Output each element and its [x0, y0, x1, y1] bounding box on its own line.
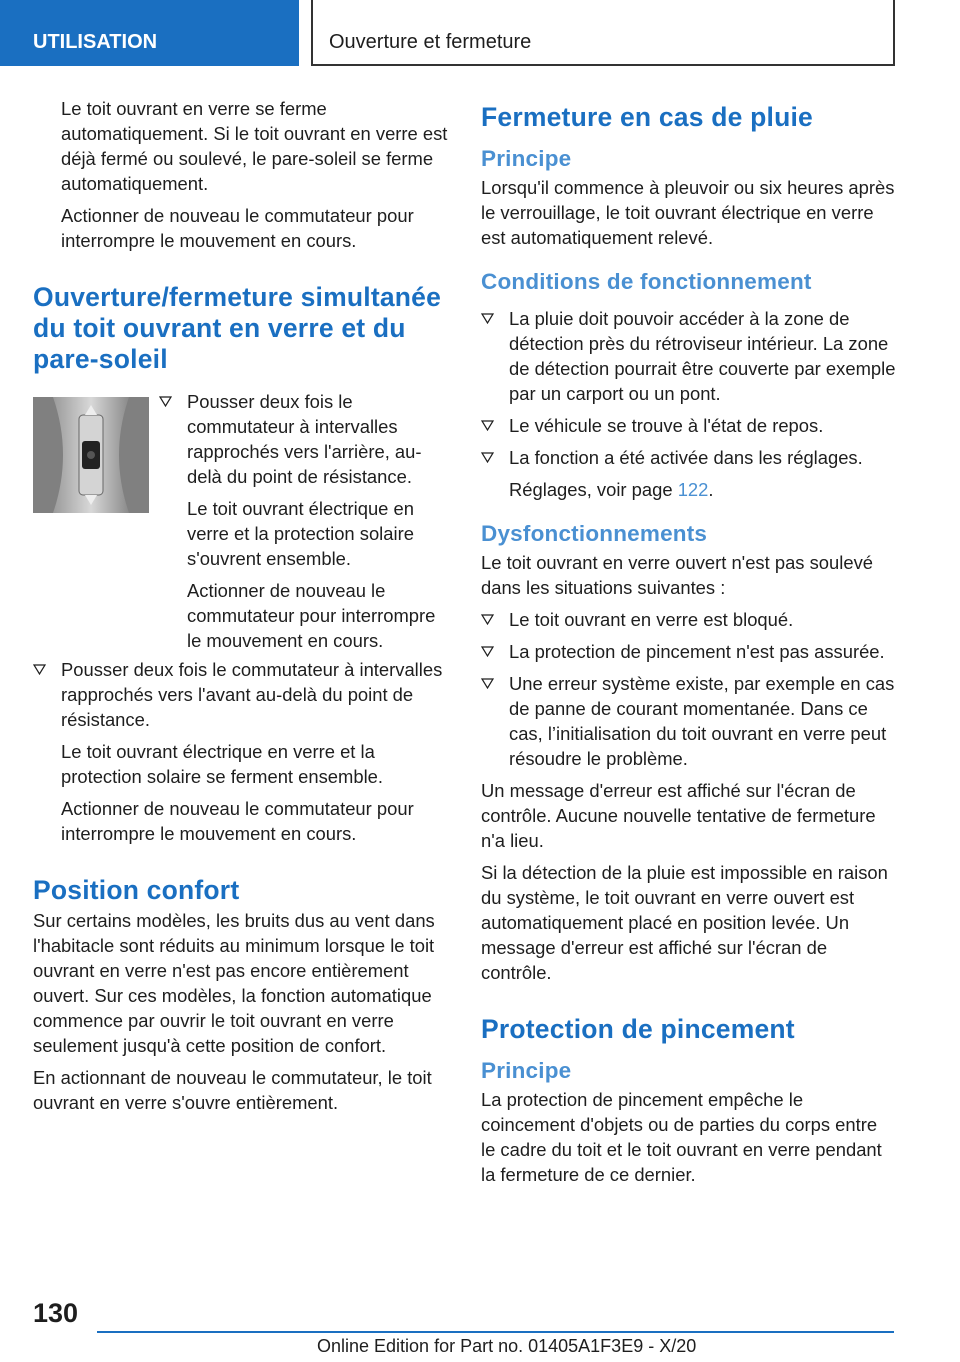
body-paragraph: Sur certains modèles, les bruits dus au vent dans l'habitacle sont réduits au minimum lorsque le toit ouvrant en verre n'est pas encore entièrement ouvert. Sur ces modèles, la fonction automatique commence par ouvrir le toit ouvrant en verre seulement jusqu'à cette position de confort.: [33, 910, 435, 1056]
instruction-note: Actionner de nouveau le commutateur pour interrompre le mouvement en cours.: [187, 580, 436, 651]
reference-suffix: .: [708, 479, 714, 500]
footer-divider: [97, 1331, 894, 1333]
chapter-title: Ouverture et fermeture: [329, 31, 532, 53]
list-item: [33, 657, 448, 846]
list-item: [481, 671, 896, 771]
chapter-tab: [311, 0, 895, 66]
triangle-bullet-icon: [481, 646, 494, 657]
section-heading: Position confort: [33, 875, 240, 905]
section-heading: Protection de pincement: [481, 1014, 795, 1044]
subsection-heading: Conditions de fonctionnement: [481, 269, 812, 294]
reference-prefix: Réglages, voir page: [509, 479, 678, 500]
triangle-bullet-icon: [481, 678, 494, 689]
triangle-bullet-icon: [481, 420, 494, 431]
body-paragraph: Lorsqu'il commence à pleuvoir ou six heures après le verrouillage, le toit ouvrant électrique en verre est automatiquement relevé.: [481, 177, 895, 248]
settings-reference: [509, 477, 896, 502]
subsection-heading: Principe: [481, 1058, 572, 1083]
switch-instructions: [159, 389, 448, 660]
subsection-heading: Dysfonctionnements: [481, 521, 708, 546]
list-item: [481, 306, 896, 406]
malfunction-text: Une erreur système existe, par exemple en cas de panne de courant momentanée. Dans ce cas, l’initialisation du toit ouvrant en verre peut résoudre le problème.: [509, 673, 895, 769]
instruction-result: Le toit ouvrant électrique en verre et la protection solaire se ferment ensemble.: [61, 741, 383, 787]
triangle-bullet-icon: [481, 452, 494, 463]
triangle-bullet-icon: [481, 614, 494, 625]
edition-footer: Online Edition for Part no. 01405A1F3E9 - X/20: [317, 1336, 697, 1356]
switch-illustration-row: [33, 389, 448, 657]
malfunction-text: Le toit ouvrant en verre est bloqué.: [509, 609, 794, 630]
triangle-bullet-icon: [481, 313, 494, 324]
section-label: UTILISATION: [33, 31, 158, 53]
instruction-result: Le toit ouvrant électrique en verre et la protection solaire s'ouvrent ensemble.: [187, 498, 414, 569]
left-column: [33, 96, 448, 1122]
body-paragraph: Un message d'erreur est affiché sur l'écran de contrôle. Aucune nouvelle tentative de fermeture n'a lieu.: [481, 780, 876, 851]
intro-paragraph: Le toit ouvrant en verre se ferme automatiquement. Si le toit ouvrant en verre est déjà fermé ou soulevé, le pare-soleil se ferme automatiquement.: [61, 98, 448, 194]
body-paragraph: La protection de pincement empêche le coincement d'objets ou de parties du corps entre le cadre du toit et le toit ouvrant en verre pendant la fermeture de ce dernier.: [481, 1089, 882, 1185]
condition-text: Le véhicule se trouve à l'état de repos.: [509, 415, 824, 436]
condition-text: La pluie doit pouvoir accéder à la zone de détection près du rétroviseur intérieur. La zone de détection pourrait être couverte par exemple par un carport ou un pont.: [509, 308, 896, 404]
instruction-text: Pousser deux fois le commutateur à intervalles rapprochés vers l'arrière, au-delà du point de résistance.: [187, 391, 422, 487]
body-paragraph: Si la détection de la pluie est impossible en raison du système, le toit ouvrant en verre ouvert est automatiquement placé en position levée. Un message d'erreur est affiché sur l'écran de contrôle.: [481, 862, 888, 983]
right-column: [481, 96, 896, 1194]
instruction-text: Pousser deux fois le commutateur à intervalles rapprochés vers l'avant au-delà du point de résistance.: [61, 659, 443, 730]
page-link[interactable]: 122: [677, 479, 709, 500]
body-paragraph: En actionnant de nouveau le commutateur, le toit ouvrant en verre s'ouvre entièrement.: [33, 1067, 432, 1113]
page-number: 130: [33, 1298, 79, 1328]
triangle-bullet-icon: [33, 664, 46, 675]
section-heading: Fermeture en cas de pluie: [481, 102, 813, 132]
condition-text: La fonction a été activée dans les réglages.: [509, 447, 863, 468]
section-tab: [0, 0, 299, 66]
malfunction-text: La protection de pincement n'est pas assurée.: [509, 641, 885, 662]
section-heading: Ouverture/fermeture simultanée du toit ouvrant en verre et du pare-soleil: [33, 282, 442, 374]
triangle-bullet-icon: [159, 396, 172, 407]
body-paragraph: Le toit ouvrant en verre ouvert n'est pas soulevé dans les situations suivantes :: [481, 552, 873, 598]
list-item: [481, 413, 896, 438]
subsection-heading: Principe: [481, 146, 572, 171]
roof-switch-image: [33, 397, 149, 513]
list-item: [159, 389, 448, 653]
list-item: [481, 607, 896, 632]
intro-paragraph: Actionner de nouveau le commutateur pour interrompre le mouvement en cours.: [61, 205, 414, 251]
list-item: [481, 445, 896, 502]
instruction-note: Actionner de nouveau le commutateur pour interrompre le mouvement en cours.: [61, 798, 414, 844]
list-item: [481, 639, 896, 664]
